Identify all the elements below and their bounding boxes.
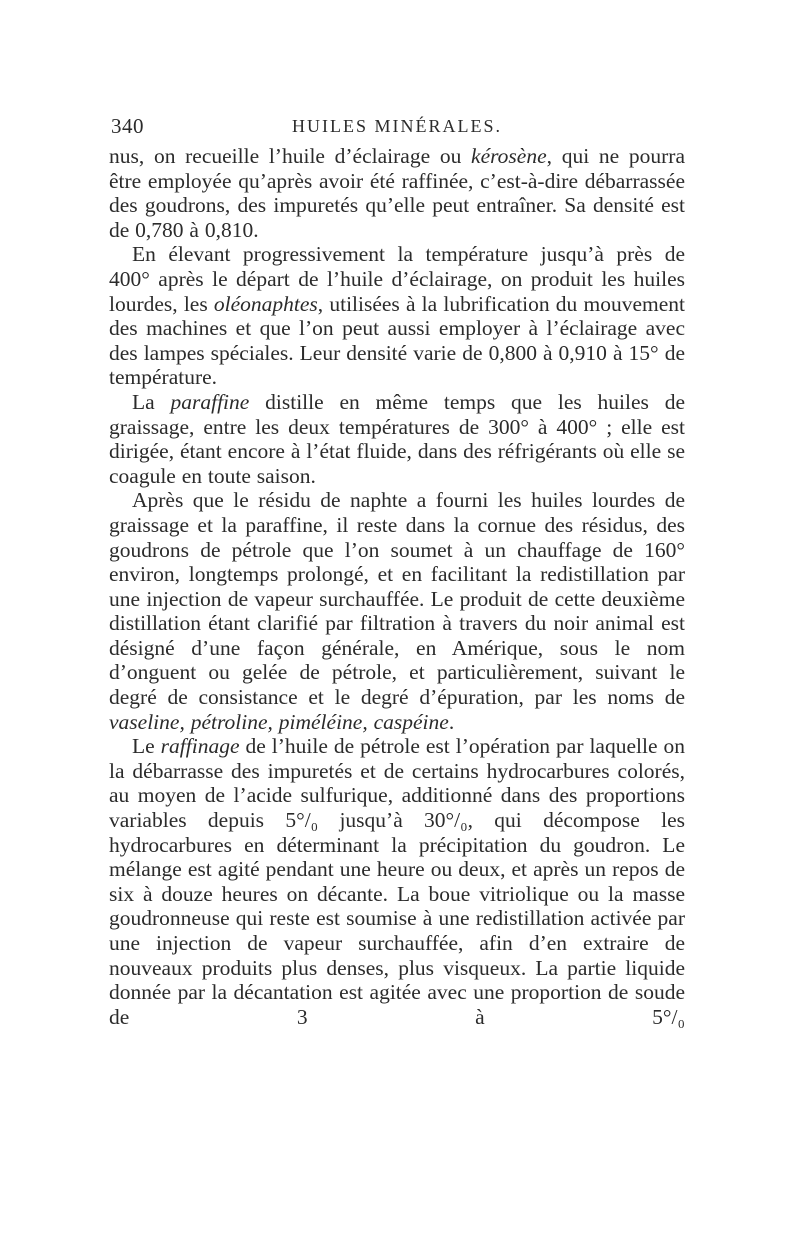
paragraph-paraffine [109, 390, 685, 488]
text-segment: nus, on recueille l’huile d’éclairage ou [109, 144, 472, 168]
body-text [109, 144, 685, 1029]
italic-term-kerosene: kérosène [471, 144, 547, 168]
text-segment: , utilisées à la lubrification du mouvement des machines et que l’on peut aussi employer à l’éclairage avec des lampes spéciales. Leur densité varie de 0,800 à 0,910 à 15° de température. [109, 291, 685, 390]
text-segment: Après que le résidu de naphte a fourni les huiles lourdes de graissage et la paraffine, il reste dans la cornue des résidus, des goudrons de pétrole que l’on soumet à un chauffage de 160° environ, longtemps prolongé, et en facilitant la redistillation par une injection de vapeur surchauffée. Le produit de cette deuxième distillation étant clarifié par filtration à travers du noir animal est désigné d’une façon générale, en Amérique, sous le nom d’onguent ou gelée de pétrole, et particulièrement, suivant le degré de consistance et le degré d’épuration, par les noms de [109, 488, 685, 710]
running-head [109, 108, 685, 144]
italic-term-paraffine: paraffine [170, 389, 250, 414]
text-segment: . [448, 709, 455, 734]
text-segment: , qui ne pourra être employée qu’après avoir été raffinée, c’est-à-dire débarrassée des goudrons, des impuretés qu’elle peut entraîner. Sa densité est de 0,780 à 0,810. [109, 144, 685, 242]
italic-term-vaseline: vaseline, pétroline, piméléine, caspéine [109, 709, 449, 734]
text-segment: Le [132, 734, 161, 759]
paragraph-raffinage [109, 734, 685, 1029]
text-segment: En élevant progressivement la température jusqu’à près de 400° après le départ de l’huile d’éclairage, on produit les huiles lourdes, les [109, 242, 685, 316]
book-page [109, 108, 685, 1029]
italic-term-raffinage: raffinage [160, 734, 240, 759]
text-segment: distille en même temps que les huiles de graissage, entre les deux températures de 300° à 400° ; elle est dirigée, étant encore à l’état fluide, dans des réfrigérants où elle se coagule en toute saison. [109, 389, 685, 488]
paragraph-kerosene [109, 144, 685, 242]
page-number: 340 [111, 114, 144, 138]
paragraph-oleonaphtes [109, 242, 685, 390]
italic-term-oleonaphtes: oléonaphtes [213, 291, 318, 316]
text-segment: de l’huile de pétrole est l’opération par laquelle on la débarrasse des impuretés et de certains hydrocarbures colorés, au moyen de l’acide sulfurique, additionné dans des proportions variables depuis 5°/₀ jusqu’à 30°/₀, qui décompose les hydrocarbures en déterminant la précipitation du goudron. Le mélange est agité pendant une heure ou deux, et après un repos de six à douze heures on décante. La boue vitriolique ou la masse goudronneuse qui reste est soumise à une redistillation activée par une injection de vapeur surchauffée, afin d’en extraire de nouveaux produits plus denses, plus visqueux. La partie liquide donnée par la décantation est agitée avec une proportion de soude de 3 à 5°/₀ [109, 734, 685, 1029]
paragraph-residus [109, 488, 685, 734]
running-title: HUILES MINÉRALES. [292, 116, 502, 136]
text-segment: La [132, 389, 171, 414]
